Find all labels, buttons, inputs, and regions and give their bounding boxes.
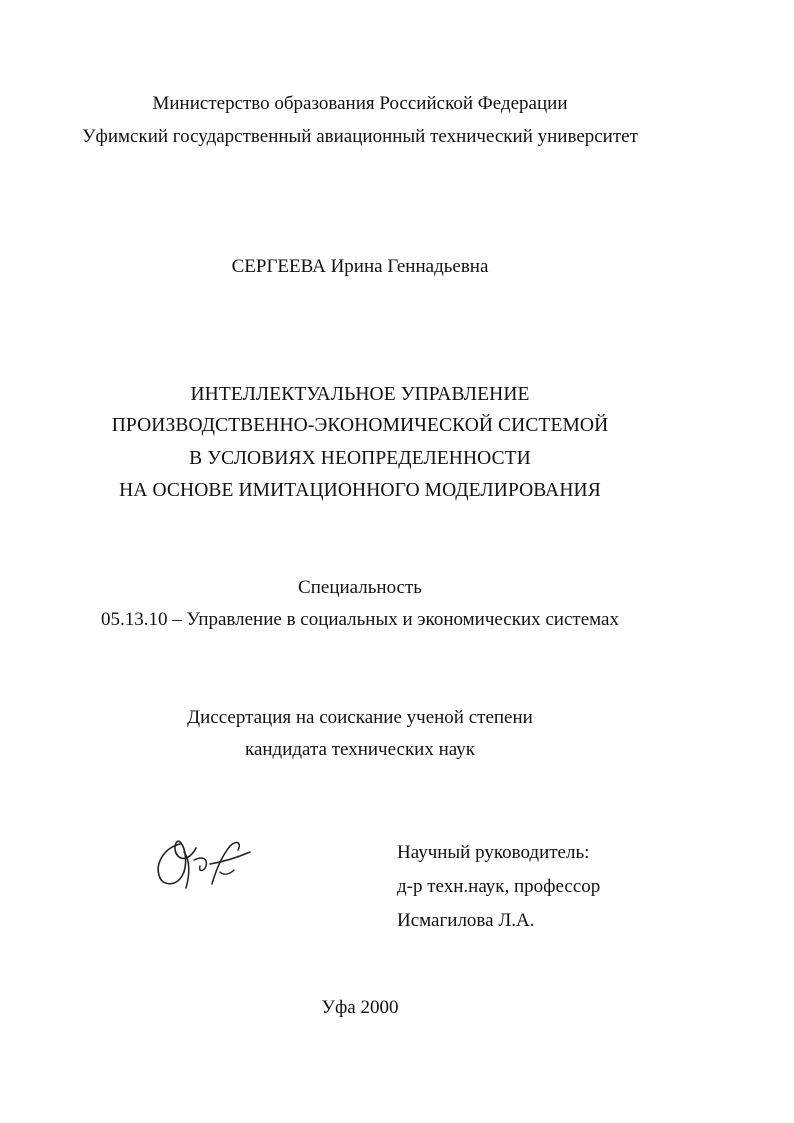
supervisor-name: Исмагилова Л.А. [397,910,535,931]
university-name: Уфимский государственный авиационный технический университет [82,126,638,147]
author-name: СЕРГЕЕВА Ирина Геннадьевна [231,256,489,277]
dissertation-title-line: В УСЛОВИЯХ НЕОПРЕДЕЛЕННОСТИ [189,448,531,469]
supervisor-degree: д-р техн.наук, профессор [397,876,601,897]
specialty-label: Специальность [298,577,422,598]
supervisor-label: Научный руководитель: [397,842,590,863]
ministry-name: Министерство образования Российской Федерации [152,93,568,114]
dissertation-title-line: НА ОСНОВЕ ИМИТАЦИОННОГО МОДЕЛИРОВАНИЯ [119,480,601,501]
degree-line: Диссертация на соискание ученой степени [187,707,533,728]
signature-icon [150,826,260,896]
city-year: Уфа 2000 [321,997,399,1018]
dissertation-title-line: ПРОИЗВОДСТВЕННО-ЭКОНОМИЧЕСКОЙ СИСТЕМОЙ [111,415,609,436]
specialty-code: 05.13.10 – Управление в социальных и экономических системах [101,609,619,630]
dissertation-title-line: ИНТЕЛЛЕКТУАЛЬНОЕ УПРАВЛЕНИЕ [190,384,530,405]
degree-line: кандидата технических наук [245,739,475,760]
supervisor-block [397,836,600,938]
